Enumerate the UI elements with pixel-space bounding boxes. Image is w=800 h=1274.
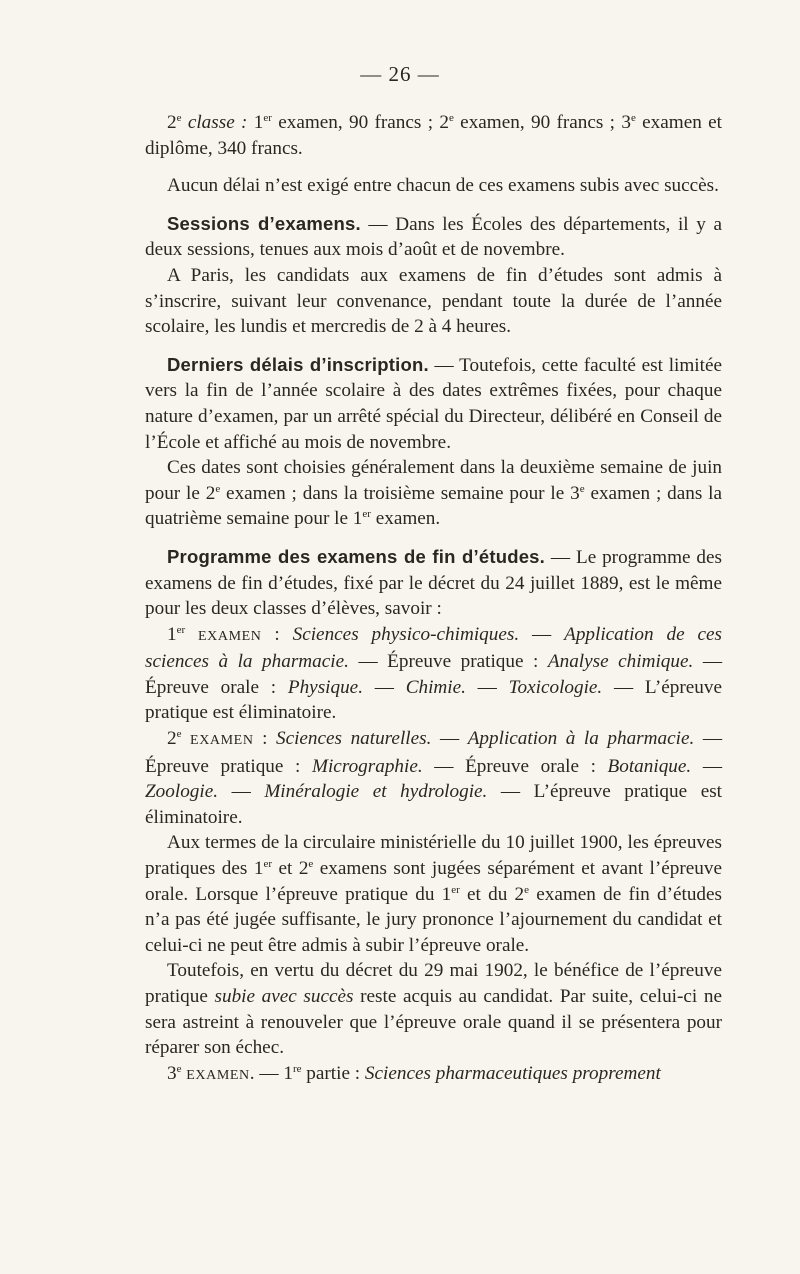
superscript: er (362, 508, 371, 521)
paragraph-p1 (145, 110, 722, 161)
text-run: — (691, 755, 723, 777)
text-run: et du 2 (459, 883, 525, 905)
text-run: 1 (247, 112, 264, 133)
italic-text: Toxicologie. (508, 676, 603, 698)
text-run: — (431, 728, 468, 750)
italic-text: Sciences pharmaceutiques proprement (364, 1062, 661, 1084)
italic-text: Micrographie. (311, 755, 423, 777)
page-number: — 26 — (360, 62, 440, 86)
italic-text: classe : (187, 112, 248, 133)
text-run: — L’épreuve pratique est éliminatoire. (145, 676, 722, 724)
paragraph-p11 (145, 958, 722, 1060)
text-run: 2 (167, 112, 177, 133)
section-heading: Programme des examens de fin d’études. (167, 545, 546, 567)
italic-text: Application de ces sciences à la pharmacie. (145, 623, 722, 673)
text-run: — (363, 676, 406, 698)
superscript: e (630, 112, 636, 124)
text-run: examen ; dans la troisième semaine pour le 3 (220, 482, 580, 504)
text-run: examen. (370, 508, 441, 530)
superscript: e (579, 482, 585, 495)
text-run: — Le programme des examens de fin d’études, fixé par le décret du 24 juillet 1889, est le même pour les deux classes d’élèves, savoir : (145, 546, 722, 620)
text-run: : (253, 728, 276, 750)
text-run: A Paris, les candidats aux examens de fin d’études sont admis à s’inscrire, suivant leur convenance, pendant toute la durée de l’année scolaire, les lundis et mercredis de 2 à 4 heures. (145, 264, 722, 338)
small-caps-text: EXAMEN (198, 628, 262, 644)
small-caps-text: EXAMEN (190, 733, 254, 749)
text-run: 2 (167, 728, 177, 750)
paragraph-p6 (145, 455, 722, 532)
text-run: — Épreuve orale : (145, 651, 722, 698)
text-run: : (261, 623, 293, 645)
text-run: examen, 90 francs ; 2 (271, 112, 449, 133)
italic-text: Zoologie. (145, 781, 219, 803)
text-run: — (465, 676, 509, 698)
italic-text: Chimie. (405, 676, 466, 698)
superscript: e (215, 482, 221, 495)
text-run: 3 (167, 1062, 177, 1084)
text-run: — (218, 781, 265, 803)
paragraph-p7 (145, 544, 722, 622)
italic-text: Sciences naturelles. (275, 728, 432, 750)
superscript: e (308, 858, 314, 871)
superscript: er (451, 883, 460, 896)
body-text (145, 110, 722, 1088)
italic-text: Application à la pharmacie. (467, 728, 695, 750)
paragraph-p2 (145, 173, 722, 199)
superscript: re (292, 1062, 302, 1075)
text-run: — Épreuve pratique : (348, 651, 548, 673)
superscript: e (176, 728, 182, 741)
text-run: — Épreuve orale : (422, 755, 608, 777)
text-run: Ces dates sont choisies généralement dans la deuxième semaine de juin pour le 2 (145, 457, 722, 504)
text-run: 1 (167, 623, 177, 645)
text-run: examens sont jugées séparément et avant l’épreuve orale. Lorsque l’épreuve pratique du 1 (145, 858, 722, 905)
italic-text: Physique. (287, 676, 363, 698)
paragraph-p8 (145, 622, 722, 726)
paragraph-p12 (145, 1061, 722, 1089)
text-run: examen, 90 francs ; 3 (453, 112, 631, 133)
superscript: er (263, 112, 272, 124)
italic-text: Minéralogie et hydrologie. (264, 781, 488, 803)
superscript: e (448, 112, 454, 124)
paragraph-p5 (145, 352, 722, 455)
text-run: Aucun délai n’est exigé entre chacun de ces examens subis avec succès. (167, 175, 719, 197)
text-run: examen de fin d’études n’a pas été jugée suffisante, le jury prononce l’ajournement du candidat et celui-ci ne peut être admis à subir l’épreuve orale. (145, 883, 722, 956)
text-run: examen et diplôme, 340 francs. (145, 112, 722, 159)
text-run: Aux termes de la circulaire ministérielle du 10 juillet 1900, les épreuves pratiques des 1 (145, 832, 722, 880)
paragraph-p10 (145, 830, 722, 958)
text-run: — Dans les Écoles des départements, il y a deux sessions, tenues aux mois d’août et de novembre. (145, 213, 722, 261)
superscript: er (263, 858, 273, 871)
italic-text: Sciences physico-chimiques. (292, 623, 520, 645)
text-run (181, 728, 190, 749)
superscript: e (524, 883, 529, 896)
superscript: e (176, 1062, 182, 1075)
paragraph-p9 (145, 726, 722, 830)
text-run: — Épreuve pratique : (145, 728, 723, 777)
italic-text: Botanique. (607, 755, 692, 777)
superscript: e (176, 112, 182, 124)
paragraph-p4 (145, 263, 722, 340)
superscript: er (176, 623, 186, 636)
section-heading: Derniers délais d’inscription. (167, 353, 429, 375)
text-run (185, 624, 198, 645)
text-run: reste acquis au candidat. Par suite, celui-ci ne sera astreint à renouveler que l’épreuve orale quand il se présentera pour réparer son échec. (145, 986, 722, 1059)
small-caps-text: EXAMEN (186, 1067, 250, 1083)
text-run: et 2 (272, 858, 309, 880)
paragraph-p3 (145, 211, 722, 263)
text-run: — (519, 623, 565, 645)
text-run: — L’épreuve pratique est éliminatoire. (145, 781, 723, 828)
text-run: — Toutefois, cette faculté est limitée vers la fin de l’année scolaire à des dates extrêmes fixées, pour chaque nature d’examen, par un arrêté spécial du Directeur, délibéré en Conseil de l’École et affiché au mois de novembre. (145, 354, 722, 453)
text-run: . — 1 (249, 1062, 293, 1084)
italic-text: subie avec succès (214, 986, 354, 1007)
text-run: partie : (301, 1062, 365, 1084)
section-heading: Sessions d’examens. (167, 212, 361, 234)
italic-text: Analyse chimique. (547, 651, 694, 673)
text-run: Toutefois, en vertu du décret du 29 mai 1902, le bénéfice de l’épreuve pratique (145, 960, 722, 1007)
text-run: examen ; dans la quatrième semaine pour le 1 (145, 482, 722, 530)
